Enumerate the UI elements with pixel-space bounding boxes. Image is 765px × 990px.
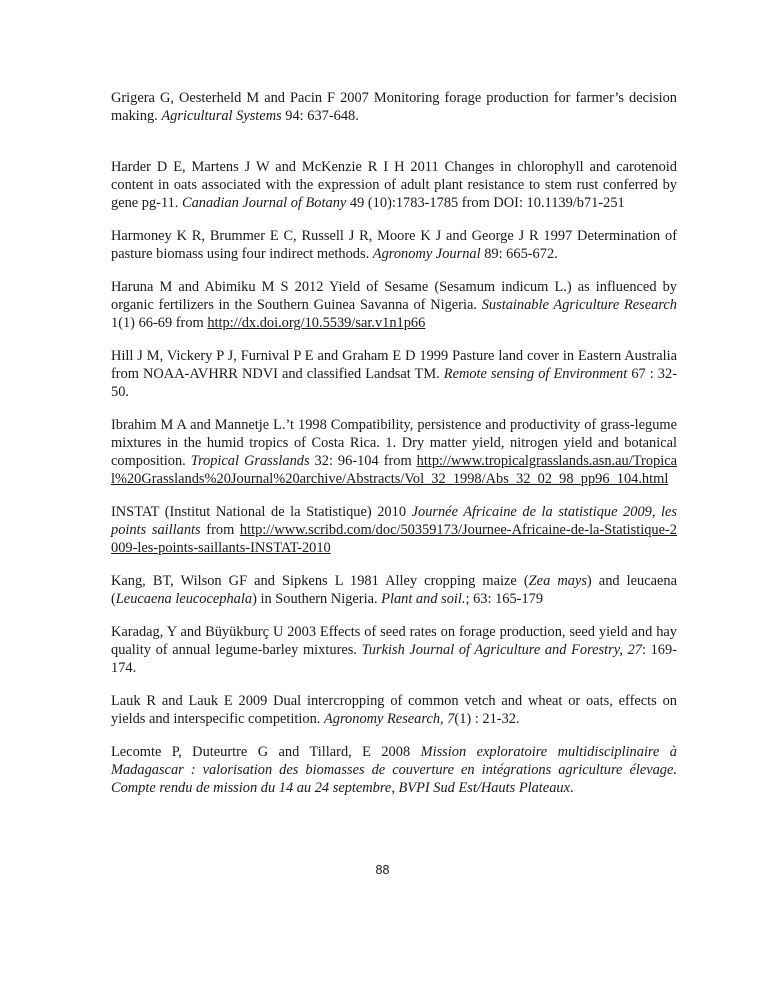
ref-text: (1) : 21-32. <box>454 711 520 727</box>
reference-ibrahim <box>111 416 677 488</box>
ref-text: Ibrahim M A and Mannetje L.’t 1998 Compatibility, persistence and productivity of grass-legume mixtures in the humid tropics of Costa Rica. 1. Dry matter yield, nitrogen yield and botanical composition. <box>111 417 677 469</box>
ref-text: 49 (10):1783-1785 from DOI: 10.1139/b71-251 <box>346 195 625 211</box>
ref-journal: Remote sensing of Environment <box>443 366 628 382</box>
ref-text: ) and leucaena ( <box>111 573 677 607</box>
ref-text: 89: 665-672. <box>480 246 558 262</box>
tropical-grasslands-link[interactable]: http://www.tropicalgrasslands.asn.au/Tropical%20Grasslands%20Journal%20archive/Abstracts/Vol_32_1998/Abs_32_02_98_pp96_104.html <box>111 453 677 487</box>
ref-species: Leucaena leucocephala <box>115 591 253 607</box>
ref-text: from <box>200 522 240 538</box>
ref-text: 32: 96-104 from <box>309 453 417 469</box>
reference-karadag <box>111 623 677 677</box>
ref-journal: Plant and soil. <box>381 591 466 607</box>
ref-journal: Agricultural Systems <box>161 108 282 124</box>
ref-journal: Turkish Journal of Agriculture and Forestry, 27 <box>361 642 642 658</box>
ref-text: Lecomte P, Duteurtre G and Tillard, E 2008 <box>111 744 421 760</box>
reference-harmoney <box>111 227 677 263</box>
ref-text: Haruna M and Abimiku M S 2012 Yield of Sesame (Sesamum indicum L.) as influenced by organic fertilizers in the Southern Guinea Savanna of Nigeria. <box>111 279 677 313</box>
reference-list <box>111 89 677 797</box>
ref-text: Grigera G, Oesterheld M and Pacin F 2007 Monitoring forage production for farmer’s decision making. <box>111 90 677 124</box>
scribd-link[interactable]: http://www.scribd.com/doc/50359173/Journee-Africaine-de-la-Statistique-2009-les-points-saillants-INSTAT-2010 <box>111 522 677 556</box>
reference-instat <box>111 503 677 557</box>
ref-text: ) in Southern Nigeria. <box>252 591 382 607</box>
ref-species: Zea mays <box>528 573 587 589</box>
ref-text: Hill J M, Vickery P J, Furnival P E and Graham E D 1999 Pasture land cover in Eastern Australia from NOAA-AVHRR NDVI and classified Landsat TM. <box>111 348 677 382</box>
ref-text: Harder D E, Martens J W and McKenzie R I H 2011 Changes in chlorophyll and carotenoid content in oats associated with the expression of adult plant resistance to stem rust conferred by gene pg-11. <box>111 159 677 211</box>
ref-text: ; 63: 165-179 <box>465 591 544 607</box>
reference-hill <box>111 347 677 401</box>
ref-journal: Mission exploratoire multidisciplinaire à Madagascar : valorisation des biomasses de couverture en intégrations agriculture élevage. Compte rendu de mission du 14 au 24 septembre, BVPI Sud Est/Hauts Plateaux <box>111 744 678 796</box>
reference-lecomte <box>111 743 677 797</box>
ref-text: Kang, BT, Wilson GF and Sipkens L 1981 Alley cropping maize ( <box>111 573 529 589</box>
ref-journal: Journée Africaine de la statistique 2009, les points saillants <box>111 504 678 538</box>
doi-link[interactable]: http://dx.doi.org/10.5539/sar.v1n1p66 <box>207 315 426 331</box>
ref-journal: Agronomy Research, 7 <box>324 711 455 727</box>
ref-journal: Agronomy Journal <box>372 246 481 262</box>
page-number: 88 <box>375 863 390 877</box>
ref-journal: Canadian Journal of Botany <box>182 195 347 211</box>
ref-text: Karadag, Y and Büyükburç U 2003 Effects of seed rates on forage production, seed yield and hay quality of annual legume-barley mixtures. <box>111 624 677 658</box>
reference-haruna <box>111 278 677 332</box>
ref-text: . <box>569 780 574 796</box>
reference-lauk <box>111 692 677 728</box>
ref-journal: Tropical Grasslands <box>190 453 310 469</box>
ref-text: : 169-174. <box>111 642 677 676</box>
ref-journal: Sustainable Agriculture Research <box>481 297 677 313</box>
ref-text: 94: 637-648. <box>281 108 359 124</box>
ref-text: Harmoney K R, Brummer E C, Russell J R, Moore K J and George J R 1997 Determination of pasture biomass using four indirect methods. <box>111 228 677 262</box>
ref-text: 1(1) 66-69 from <box>111 315 208 331</box>
reference-kang <box>111 572 677 608</box>
ref-text: Lauk R and Lauk E 2009 Dual intercropping of common vetch and wheat or oats, effects on yields and interspecific competition. <box>111 693 677 727</box>
reference-harder <box>111 158 677 212</box>
ref-text: INSTAT (Institut National de la Statistique) 2010 <box>111 504 412 520</box>
reference-grigera <box>111 89 677 125</box>
ref-text: 67 : 32-50. <box>111 366 677 400</box>
